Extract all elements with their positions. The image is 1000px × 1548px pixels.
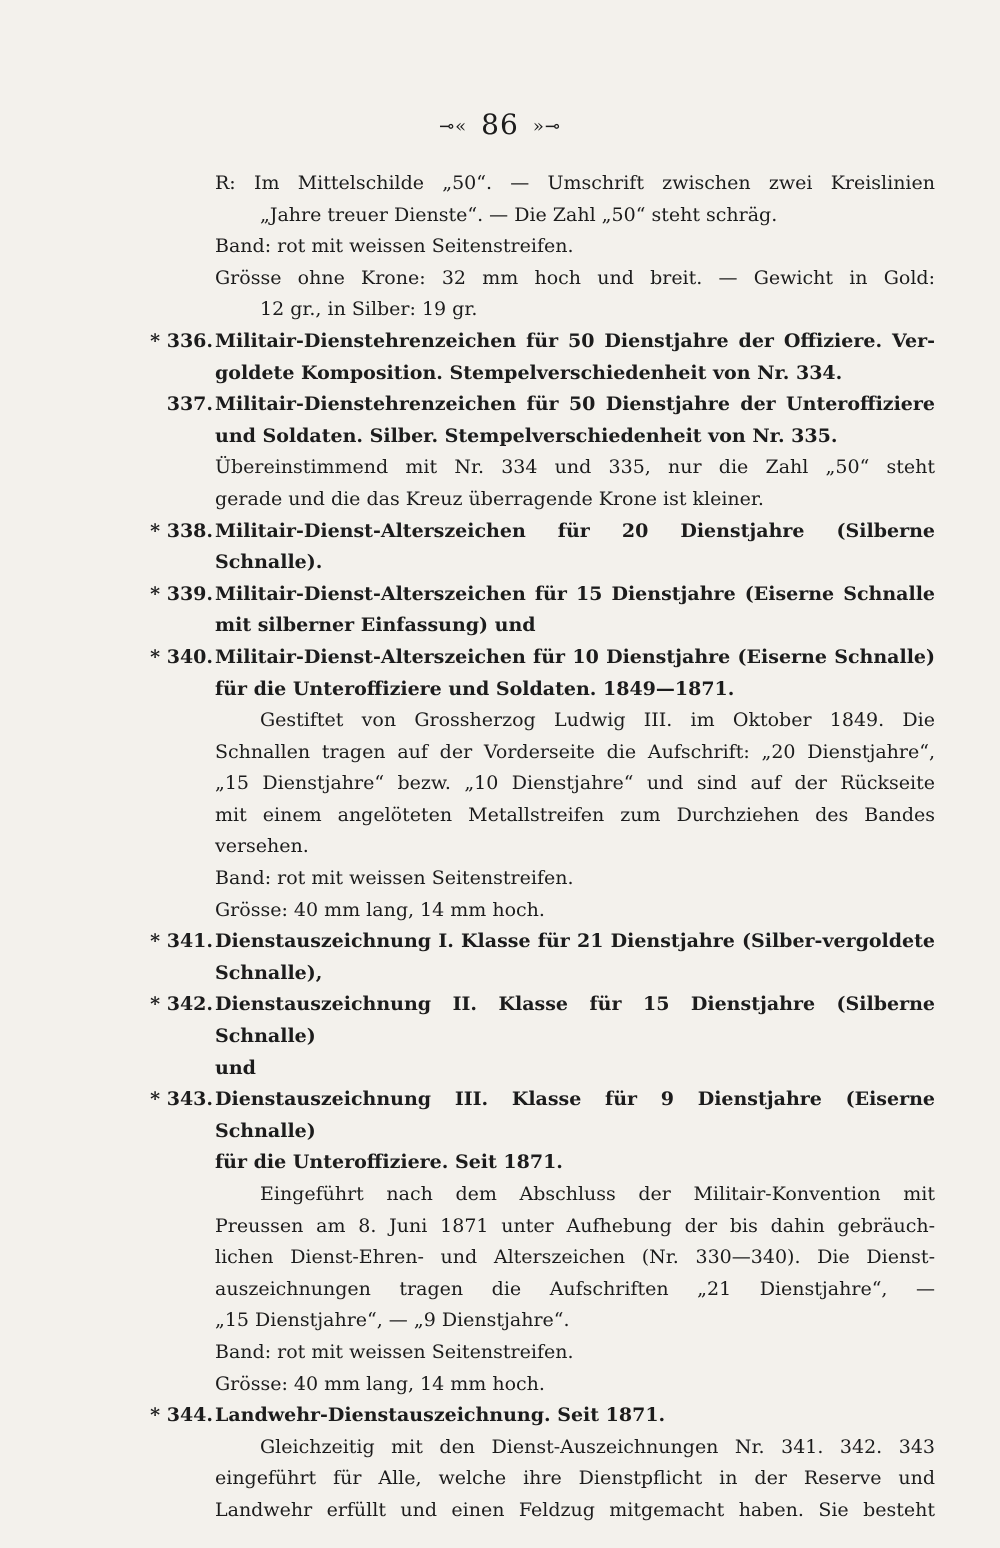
catalog-entry-337 xyxy=(135,389,935,452)
text-line: Band: rot mit weissen Seitenstreifen. xyxy=(215,867,574,890)
catalog-entry-340 xyxy=(135,642,935,705)
entry-title-line: Militair-Dienst-Alterszeichen für 15 Dienstjahre (Eiserne Schnalle xyxy=(215,582,935,605)
entry-continuation xyxy=(135,168,935,200)
text-line: R: Im Mittelschilde „50“. — Umschrift zwischen zwei Kreislinien xyxy=(215,172,935,194)
catalog-entry-336 xyxy=(135,326,935,389)
text-line: Band: rot mit weissen Seitenstreifen. xyxy=(215,1340,574,1363)
entry-title-line: Militair-Dienst-Alterszeichen für 20 Dienstjahre (Silberne Schnalle). xyxy=(215,519,935,574)
entry-title-line: für die Unteroffiziere und Soldaten. 1849—1871. xyxy=(215,677,735,700)
paragraph xyxy=(135,705,935,926)
entry-number: * 336. xyxy=(150,329,213,352)
text-line: Gestiftet von Grossherzog Ludwig III. im Oktober 1849. Die xyxy=(260,709,935,732)
entry-title-line: Militair-Dienst-Alterszeichen für 10 Dienstjahre (Eiserne Schnalle) xyxy=(215,645,935,668)
entry-number: * 344. xyxy=(150,1404,213,1427)
text-line: Band: rot mit weissen Seitenstreifen. xyxy=(215,235,574,258)
entry-number: * 338. xyxy=(150,519,213,542)
entry-title-line: Dienstauszeichnung I. Klasse für 21 Dienstjahre (Silber-vergoldete xyxy=(215,930,935,953)
text-line: „15 Dienstjahre“ bezw. „10 Dienstjahre“ und sind auf der Rückseite xyxy=(215,772,935,795)
catalog-entry-338 xyxy=(135,516,935,579)
page-body xyxy=(135,168,935,1527)
paragraph xyxy=(135,452,935,515)
entry-title-line: Militair-Dienstehrenzeichen für 50 Dienstjahre der Offiziere. Ver- xyxy=(215,329,935,352)
paragraph xyxy=(135,1432,935,1527)
entry-number: * 341. xyxy=(150,930,213,953)
entry-title-line: Dienstauszeichnung II. Klasse für 15 Dienstjahre (Silberne Schnalle) xyxy=(215,993,935,1048)
text-line-indented xyxy=(135,200,935,232)
text-line: „15 Dienstjahre“, — „9 Dienstjahre“. xyxy=(215,1309,570,1332)
catalog-entry-344 xyxy=(135,1400,935,1432)
text-line: Schnallen tragen auf der Vorderseite die Aufschrift: „20 Dienstjahre“, xyxy=(215,740,935,763)
text-line: Grösse: 40 mm lang, 14 mm hoch. xyxy=(215,1372,545,1395)
catalog-entry-341 xyxy=(135,926,935,989)
text-line: eingeführt für Alle, welche ihre Dienstpflicht in der Reserve und xyxy=(215,1467,935,1490)
text-line: mit einem angelöteten Metallstreifen zum Durchziehen des Bandes xyxy=(215,803,935,826)
page-header xyxy=(0,108,1000,141)
entry-title-line: Militair-Dienstehrenzeichen für 50 Dienstjahre der Unteroffiziere xyxy=(215,393,935,416)
entry-number: * 340. xyxy=(150,645,213,668)
text-line: versehen. xyxy=(215,835,309,858)
text-line: auszeichnungen tragen die Aufschriften „21 Dienstjahre“, — xyxy=(215,1277,935,1300)
text-line: Landwehr erfüllt und einen Feldzug mitgemacht haben. Sie besteht xyxy=(215,1498,935,1521)
entry-number: * 339. xyxy=(150,582,213,605)
catalog-entry-342 xyxy=(135,989,935,1084)
entry-number: * 342. xyxy=(150,993,213,1016)
entry-title-line: und Soldaten. Silber. Stempelverschiedenheit von Nr. 335. xyxy=(215,424,838,447)
text-block xyxy=(135,294,935,326)
entry-title-line: goldete Komposition. Stempelverschiedenheit von Nr. 334. xyxy=(215,361,843,384)
text-block xyxy=(135,231,935,294)
text-line: 12 gr., in Silber: 19 gr. xyxy=(260,298,478,321)
text-line: Grösse ohne Krone: 32 mm hoch und breit. — Gewicht in Gold: xyxy=(215,266,935,289)
text-line: lichen Dienst-Ehren- und Alterszeichen (Nr. 330—340). Die Dienst- xyxy=(215,1246,935,1269)
text-line: Gleichzeitig mit den Dienst-Auszeichnungen Nr. 341. 342. 343 xyxy=(260,1435,935,1458)
text-line: Grösse: 40 mm lang, 14 mm hoch. xyxy=(215,898,545,921)
entry-title-line: Landwehr-Dienstauszeichnung. Seit 1871. xyxy=(215,1404,666,1427)
text-line: „Jahre treuer Dienste“. — Die Zahl „50“ steht schräg. xyxy=(260,203,778,226)
text-line: gerade und die das Kreuz überragende Krone ist kleiner. xyxy=(215,487,764,510)
catalog-entry-343 xyxy=(135,1084,935,1179)
page-number: 86 xyxy=(481,108,519,141)
entry-number: 337. xyxy=(166,393,213,416)
entry-title-line: mit silberner Einfassung) und xyxy=(215,614,536,637)
text-line: Eingeführt nach dem Abschluss der Militair-Konvention mit xyxy=(260,1183,935,1205)
entry-title-line: für die Unteroffiziere. Seit 1871. xyxy=(215,1151,563,1174)
ornament-left-icon: ⊸« xyxy=(439,116,468,137)
entry-title-line: Schnalle), xyxy=(215,961,323,984)
ornament-right-icon: »⊸ xyxy=(532,116,561,137)
entry-title-line: und xyxy=(215,1056,256,1079)
text-line: Übereinstimmend mit Nr. 334 und 335, nur die Zahl „50“ steht xyxy=(215,456,935,479)
paragraph xyxy=(135,1179,935,1400)
entry-number: * 343. xyxy=(150,1088,213,1111)
catalog-entry-339 xyxy=(135,579,935,642)
text-line: Preussen am 8. Juni 1871 unter Aufhebung der bis dahin gebräuch- xyxy=(215,1214,935,1237)
entry-title-line: Dienstauszeichnung III. Klasse für 9 Dienstjahre (Eiserne Schnalle) xyxy=(215,1088,935,1142)
